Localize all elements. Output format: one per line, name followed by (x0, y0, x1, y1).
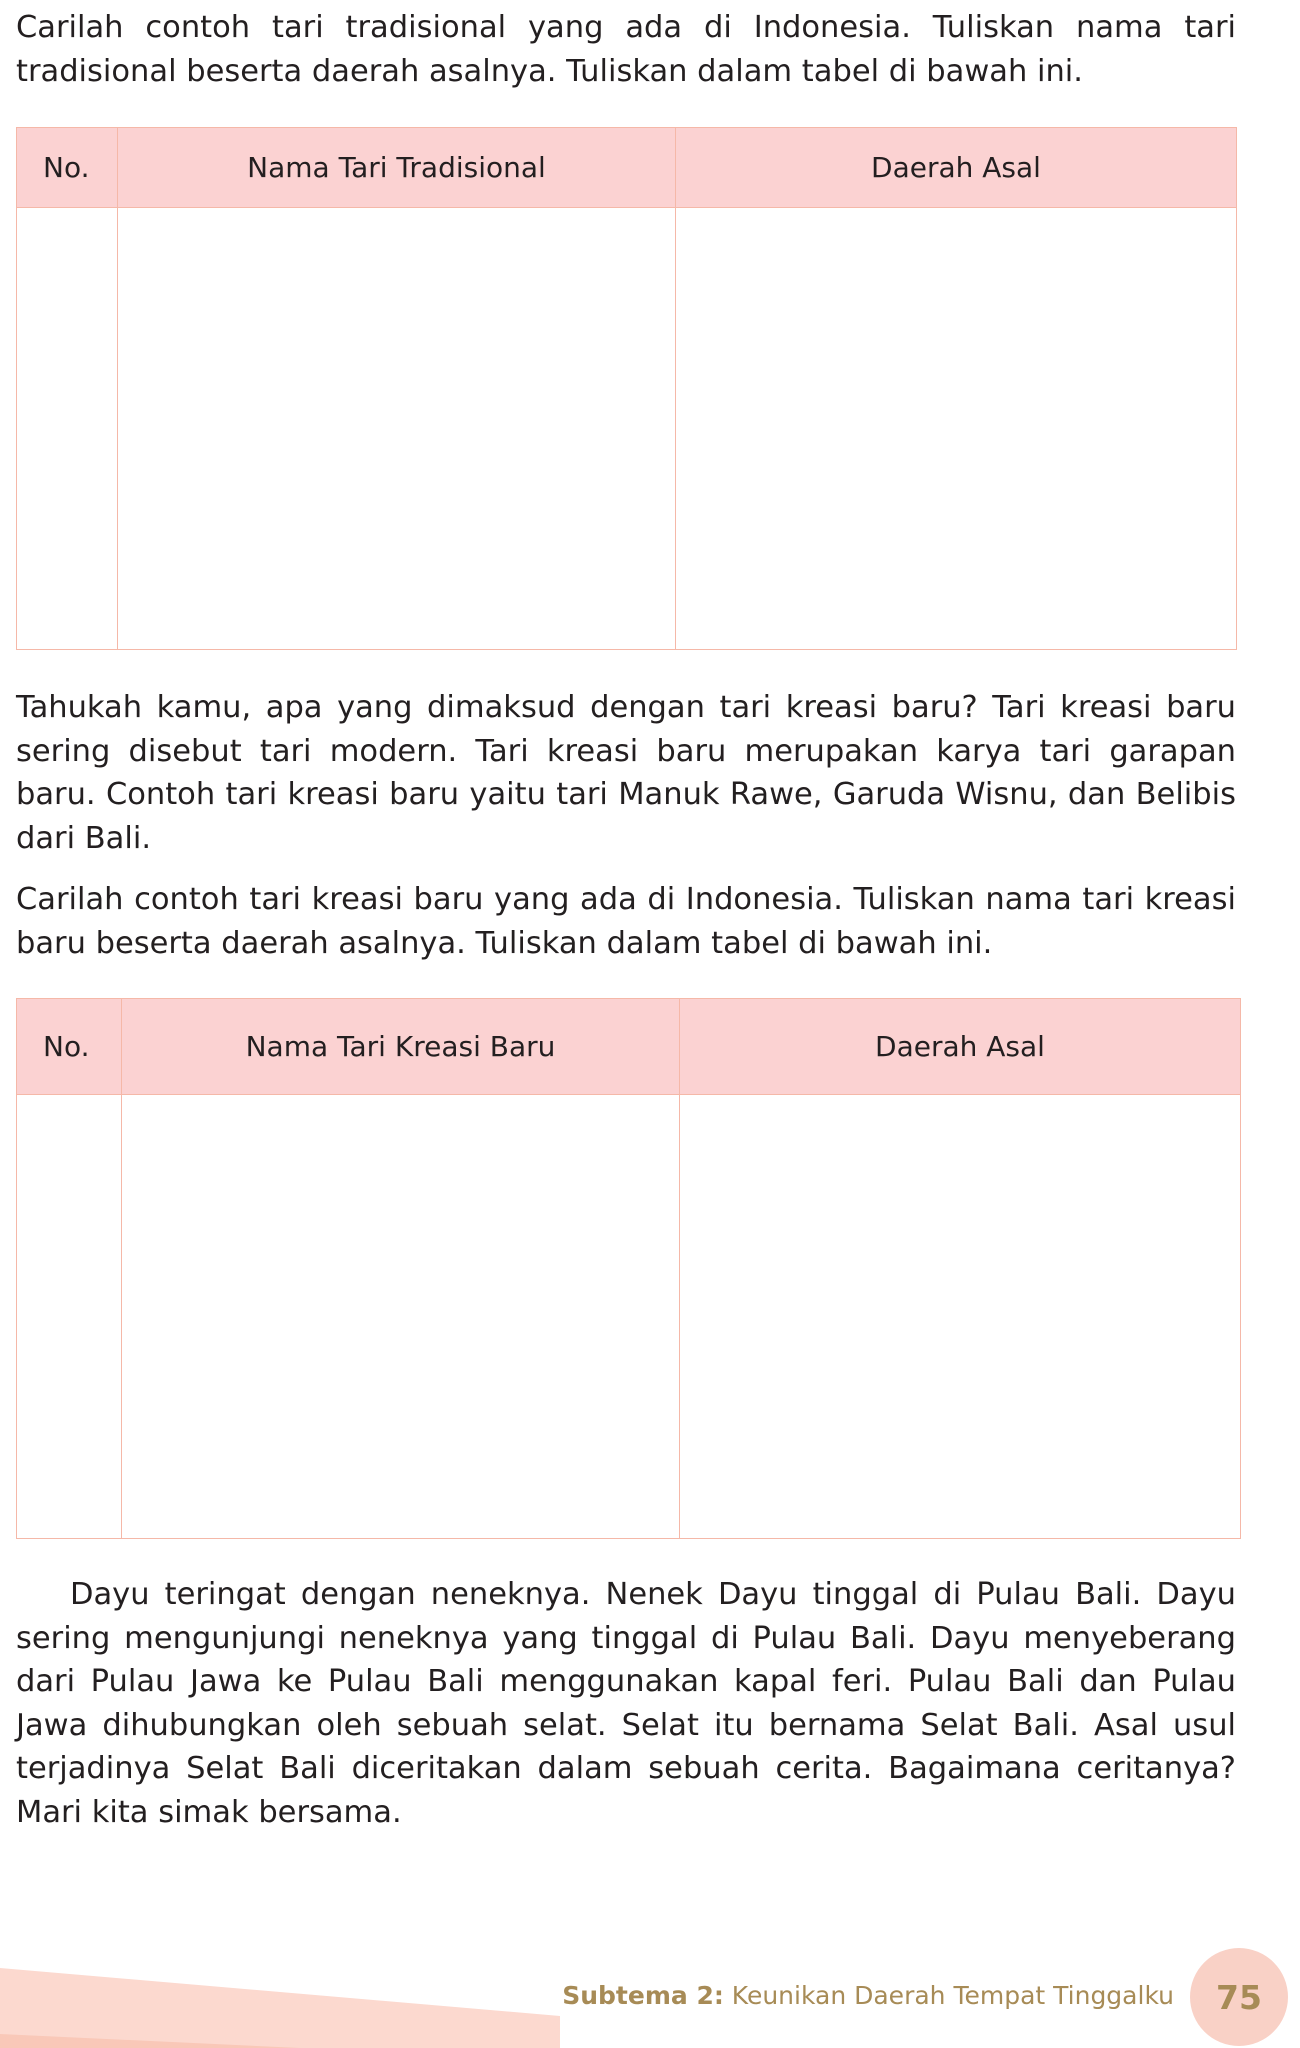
table-header-row (17, 999, 1241, 1095)
header-dance-name: Nama Tari Kreasi Baru (122, 999, 680, 1095)
header-origin-region: Daerah Asal (676, 128, 1237, 208)
table-row (17, 1095, 1241, 1539)
new-creation-dance-table (16, 998, 1241, 1539)
new-creation-dance-paragraph: Tahukah kamu, apa yang dimaksud dengan tari kreasi baru? Tari kreasi baru sering disebut tari modern. Tari kreasi baru merupakan karya tari garapan baru. Contoh tari kreasi baru yaitu tari Manuk Rawe, Garuda Wisnu, dan Belibis dari Bali. (16, 690, 1236, 856)
footer-subtheme (562, 1981, 1174, 2010)
header-no: No. (17, 128, 118, 208)
answer-cell-origin-region[interactable] (680, 1095, 1241, 1539)
footer-subtheme-title: Keunikan Daerah Tempat Tinggalku (731, 1981, 1174, 2010)
answer-cell-no[interactable] (17, 208, 118, 650)
footer-subtheme-label: Subtema 2: (562, 1981, 724, 2010)
table-header-row (17, 128, 1237, 208)
table-row (17, 208, 1237, 650)
answer-cell-origin-region[interactable] (676, 208, 1237, 650)
page-number-badge: 75 (1190, 1948, 1288, 2046)
instruction-new-creation-dance: Carilah contoh tari kreasi baru yang ada di Indonesia. Tuliskan nama tari kreasi baru beserta daerah asalnya. Tuliskan dalam tabel di bawah ini. (16, 882, 1236, 961)
header-origin-region: Daerah Asal (680, 999, 1241, 1095)
answer-cell-dance-name[interactable] (118, 208, 676, 650)
instruction-traditional-dance: Carilah contoh tari tradisional yang ada di Indonesia. Tuliskan nama tari tradisional beserta daerah asalnya. Tuliskan dalam tabel di bawah ini. (16, 10, 1236, 89)
answer-cell-no[interactable] (17, 1095, 122, 1539)
traditional-dance-table (16, 127, 1237, 650)
answer-cell-dance-name[interactable] (122, 1095, 680, 1539)
dayu-story-paragraph: Dayu teringat dengan neneknya. Nenek Dayu tinggal di Pulau Bali. Dayu sering mengunjungi neneknya yang tinggal di Pulau Bali. Dayu menyeberang dari Pulau Jawa ke Pulau Bali menggunakan kapal feri. Pulau Bali dan Pulau Jawa dihubungkan oleh sebuah selat. Selat itu bernama Selat Bali. Asal usul terjadinya Selat Bali diceritakan dalam sebuah cerita. Bagaimana ceritanya? Mari kita simak bersama. (16, 1577, 1236, 1830)
header-dance-name: Nama Tari Tradisional (118, 128, 676, 208)
header-no: No. (17, 999, 122, 1095)
